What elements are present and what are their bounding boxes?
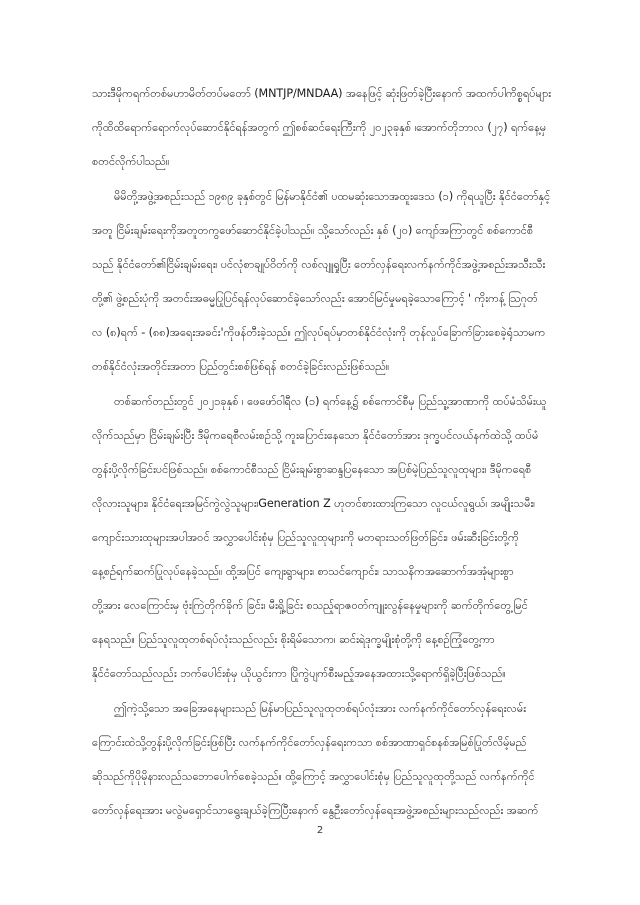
body-text-line: သားဒီမိုကရက်တစ်မဟာမိတ်တပ်မတော် (MNTJP/MNDAA) အနေဖြင့် ဆုံးဖြတ်ခဲ့ပြီးနောက် အထက်ပါကိစ္စရပ်များ [92,87,552,100]
body-text-line: မိမိတို့အဖွဲ့အစည်းသည် ၁၉၈၉ ခုနှစ်တွင် မြန်မာနိုင်ငံ၏ ပထမဆုံးသောအထူးဒေသ (၁) ကိုရယူပြီး နိုင်ငံတော်နှင့် [114,190,551,203]
body-text-line: လ (၈)ရက် - (၈၈)အရေးအခင်း'ကိုဖန်တီးခဲ့သည်။ ဤလုပ်ရပ်မှာတစ်နိုင်ငံလုံးကို တုန်လှုပ်ခြောက်ခြားစေခဲ့ရုံသာမက [92,326,546,339]
body-text-line: တစ်ဆက်တည်းတွင် ၂၀၂၁ခုနှစ် ၊ ဖေဖော်ဝါရီလ (၁) ရက်နေ့၌ စစ်ကောင်စီမှ ပြည်သူ့အာဏာကို ထပ်မံသိမ်းယူ [114,395,547,408]
body-text-line: နိုင်ငံတော်သည်လည်း ဘက်ပေါင်းစုံမှ ယိုယွင်းကာ ပြိုကွဲပျက်စီးမည့်အနေအထားသို့ရောက်ရှိခဲ့ပြီးဖြစ်သည်။ [92,667,506,680]
body-text-line: သည် နိုင်ငံတော်၏ငြိမ်းချမ်းရေး၊ ပင်လုံစာချုပ်ဝိတ်ကို လစ်လျူရှုပြီး တော်လှန်ရေးလက်နက်ကိုင်အဖွဲ့အစည်းအသီးသီး [92,258,546,271]
body-text-line: နေ့စဉ်ရက်ဆက်ပြုလုပ်နေခဲ့သည်။ ထို့အပြင် ကျေးရွာများ၊ စာသင်ကျောင်း၊ သာသနိကအဆောက်အအုံများစွာ [92,565,514,578]
body-text-line: ကိုထိထိရောက်ရောက်လုပ်ဆောင်နိုင်ရန်အတွက် ဤစစ်ဆင်ရေးကြီးကို ၂၀၂၃ခုနှစ် ၊အောက်တိုဘာလ (၂၇) ရက်နေ့မှ [92,121,547,134]
body-text-line: ဤကဲ့သို့သော အခြေအနေများသည် မြန်မာပြည်သူလူထုတစ်ရပ်လုံးအား လက်နက်ကိုင်တော်လှန်ရေးလမ်း [114,702,526,715]
body-text-line: တွန်းပို့လိုက်ခြင်းပင်ဖြစ်သည်။ စစ်ကောင်စီသည် ငြိမ်းချမ်းစွာဆန္ဒပြနေသော အပြစ်မဲ့ပြည်သူလူထုများ၊ ဒီမိုကရေစီ [92,463,532,476]
body-text-line: ကျောင်းသားထုများအပါအဝင် အလွှာပေါင်းစုံမှ ပြည်သူလူထုများကို မတရားသတ်ဖြတ်ခြင်း၊ ဖမ်းဆီးခြင်းတို့ကို [92,531,519,544]
body-text-line: စတင်လိုက်ပါသည်။ [92,155,170,168]
body-text-line: တော်လှန်ရေးအား မလွဲမရှောင်သာရွေးချယ်ခဲ့ကြပြီးနောက် နွေဦးတော်လှန်ရေးအဖွဲ့အစည်းများသည်လည်း အဆက် [92,804,539,817]
body-text-line: တစ်နိုင်ငံလုံးအတိုင်းအတာ ပြည်တွင်းစစ်ဖြစ်ရန် စတင်ခဲ့ခြင်းလည်းဖြစ်သည်။ [92,360,390,373]
body-text-line: တို့၏ ဖွဲ့စည်းပုံကို အတင်းအဓမ္မပြုပြင်ရန်လုပ်ဆောင်ခဲ့သော်လည်း အောင်မြင်မှုမရခဲ့သောကြောင့် ' ကိုးကန့် ဩဂုတ် [92,292,538,305]
body-text-line: ဆိုသည်ကိုပိုမိုနားလည်သဘောပေါက်စေခဲ့သည်။ ထို့ကြောင့် အလွှာပေါင်းစုံမှ ပြည်သူလူထုတို့သည် လက်နက်ကိုင် [92,770,535,783]
body-text-line: လိုက်သည်မှာ ငြိမ်းချမ်းပြီး ဒီမိုကရေစီလမ်းစဉ်သို့ ကူးပြောင်းနေသော နိုင်ငံတော်အား ဒုက္ခပင်လယ်နက်ထဲသို့ ထပ်မံ [92,429,539,442]
body-text-line: အတူ ငြိမ်းချမ်းရေးကိုအတူတကွဖော်ဆောင်နိုင်ခဲ့ပါသည်။ သို့သော်လည်း နှစ် (၂၀) ကျော်အကြာတွင် စစ်ကောင်စီ [92,224,534,237]
body-text-line: လိုလားသူများ၊ နိုင်ငံရေးအမြင်ကွဲလွဲသူများ၊Generation Z ဟုတင်စားထားကြသော လူငယ်လူရွယ်၊ အမျိုးသမီး၊ [92,497,535,510]
body-text-line: ကြောင်းထဲသို့တွန်းပို့လိုက်ခြင်းဖြစ်ပြီး လက်နက်ကိုင်တော်လှန်ရေးကသာ စစ်အာဏာရှင်စနစ်အမြစ်ပြုတ်လိမ့်မည် [92,736,527,749]
page-number: 2 [316,825,324,836]
body-text-line: နေရသည်။ ပြည်သူလူထုတစ်ရပ်လုံးသည်လည်း စိုးရိမ်သောက၊ ဆင်းရဲဒုက္ခမျိုးစုံတို့ကို နေ့စဉ်ကြုံတွေ့ကာ [92,633,495,646]
body-text-line: တို့အား လေကြောင်းမှ ဗုံးကြဲတိုက်ခိုက် ခြင်း၊ မီးရှို့ခြင်း စသည့်ရာဇဝတ်ကျူးလွန်နေမှုများကို ဆက်တိုက်တွေ့မြင် [92,599,528,612]
